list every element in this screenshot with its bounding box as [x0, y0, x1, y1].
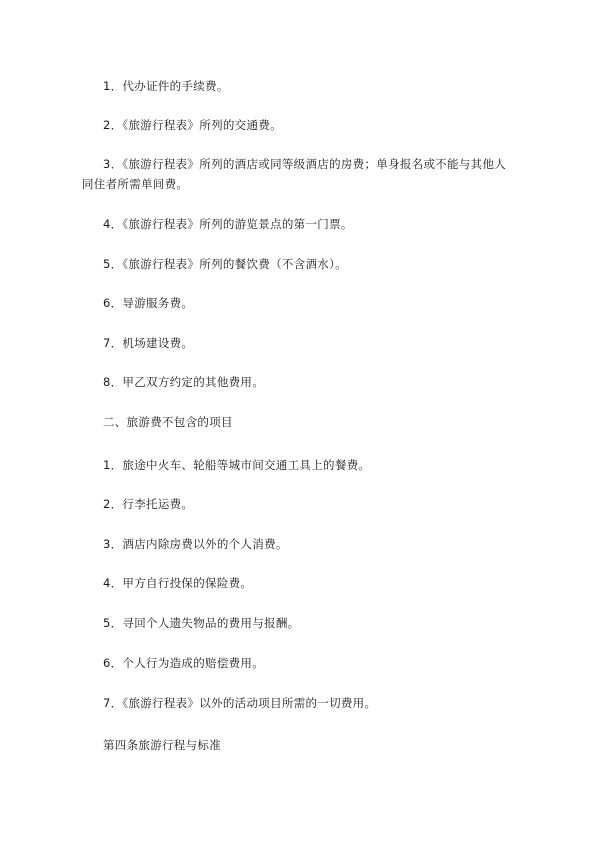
excluded-item-7: 7．《旅游行程表》以外的活动项目所需的一切费用。	[103, 696, 377, 710]
included-item-6: 6．导游服务费。	[103, 296, 194, 310]
included-item-3: 3．《旅游行程表》所列的酒店或同等级酒店的房费；单身报名或不能与其他人	[103, 157, 507, 171]
included-item-8: 8．甲乙双方约定的其他费用。	[103, 375, 265, 389]
excluded-item-2: 2．行李托运费。	[103, 497, 194, 511]
section-heading-excluded: 二、旅游费不包含的项目	[103, 415, 233, 429]
excluded-item-4: 4．甲方自行投保的保险费。	[103, 576, 253, 590]
included-item-1: 1．代办证件的手续费。	[103, 79, 229, 93]
excluded-item-5: 5．寻回个人遗失物品的费用与报酬。	[103, 616, 300, 630]
article-heading: 第四条旅游行程与标准	[103, 738, 221, 752]
included-item-4: 4．《旅游行程表》所列的游览景点的第一门票。	[103, 217, 353, 231]
included-item-2: 2．《旅游行程表》所列的交通费。	[103, 118, 282, 132]
included-item-5: 5．《旅游行程表》所列的餐饮费（不含酒水）。	[103, 257, 347, 271]
included-item-3-continuation: 同住者所需单间费。	[82, 177, 189, 191]
excluded-item-6: 6．个人行为造成的赔偿费用。	[103, 656, 265, 670]
excluded-item-1: 1．旅途中火车、轮船等城市间交通工具上的餐费。	[103, 458, 371, 472]
excluded-item-3: 3．酒店内除房费以外的个人消费。	[103, 537, 288, 551]
included-item-7: 7．机场建设费。	[103, 336, 194, 350]
